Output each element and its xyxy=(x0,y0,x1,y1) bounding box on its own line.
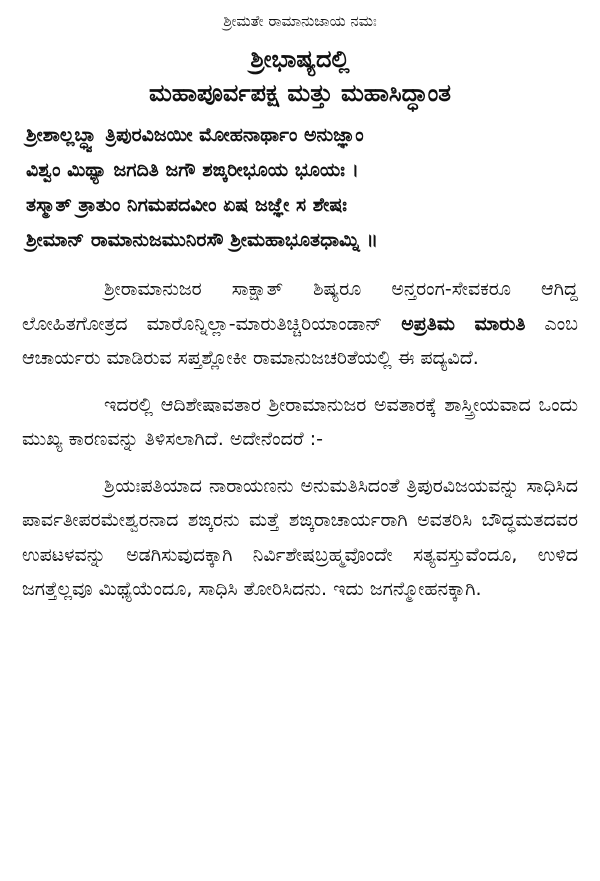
paragraph-2 xyxy=(22,388,578,457)
verse-line-4: ಶ್ರೀಮಾನ್ ರಾಮಾನುಜಮುನಿರಸೌ ಶ್ರೀಮಹಾಭೂತಧಾಮ್ನಿ ॥ xyxy=(26,229,378,251)
paragraph-3 xyxy=(22,469,578,607)
paragraph-1-text-start: ಶ್ರೀರಾಮಾನುಜರ ಸಾಕ್ಷಾತ್ ಶಿಷ್ಯರೂ ಅನ್ತರಂಗ-ಸೇವಕರೂ ಆಗಿದ್ದ ಲೋಹಿತಗೋತ್ರದ ಮಾರೊನ್ನಿಲ್ಲಾ-ಮಾರುತಿಚ್ಚಿರಿಯಾಂಡಾನ್ xyxy=(22,278,578,335)
paragraph-1-text-end: ಎಂಬ ಆಚಾರ್ಯರು ಮಾಡಿರುವ ಸಪ್ತಶ್ಲೋಕೀ ರಾಮಾನುಜಚರಿತೆಯಲ್ಲಿ ಈ ಪದ್ಯವಿದೆ. xyxy=(22,312,578,369)
paragraph-3-text: ಶ್ರಿಯಃಪತಿಯಾದ ನಾರಾಯಣನು ಅನುಮತಿಸಿದಂತೆ ತ್ರಿಪುರವಿಜಯವನ್ನು ಸಾಧಿಸಿದ ಪಾರ್ವತೀಪರಮೇಶ್ವರನಾದ ಶಙ್ಕರನು ಮತ್ತೆ ಶಙ್ಕರಾಚಾರ್ಯರಾಗಿ ಅವತರಿಸಿ ಬೌದ್ಧಮತದವರ ಉಪಟಳವನ್ನು ಅಡಗಿಸುವುದಕ್ಕಾಗಿ ನಿರ್ವಿಶೇಷಬ್ರಹ್ಮವೊಂದೇ ಸತ್ಯವಸ್ತುವೆಂದೂ, ಉಳಿದ ಜಗತ್ತೆಲ್ಲವೂ ಮಿಥ್ಯೆಯೆಂದೂ, ಸಾಧಿಸಿ ತೋರಿಸಿದನು. ಇದು ಜಗನ್ಮೋಹನಕ್ಕಾಗಿ. xyxy=(22,474,578,600)
paragraph-1-bold-name: ಅಪ್ರತಿಮ ಮಾರುತಿ xyxy=(401,312,526,335)
paragraph-2-text: ಇದರಲ್ಲಿ ಆದಿಶೇಷಾವತಾರ ಶ್ರೀರಾಮಾನುಜರ ಅವತಾರಕ್ಕೆ ಶಾಸ್ತ್ರೀಯವಾದ ಒಂದು ಮುಖ್ಯ ಕಾರಣವನ್ನು ತಿಳಿಸಲಾಗಿದೆ. ಅದೇನೆಂದರೆ :- xyxy=(22,393,578,450)
invocation-line: ಶ್ರೀಮತೇ ರಾಮಾನುಜಾಯ ನಮಃ xyxy=(223,12,377,30)
verse-line-1: ಶ್ರೀಶಾಲ್ಲಬ್ಧ್ವಾ ತ್ರಿಪುರವಿಜಯೀ ಮೋಹನಾರ್ಥಾಂ ಅನುಜ್ಞಾಂ xyxy=(26,124,364,146)
page-title-line-1: ಶ್ರೀಭಾಷ್ಯದಲ್ಲಿ xyxy=(250,45,350,73)
paragraph-1 xyxy=(22,272,578,376)
page-title-line-2: ಮಹಾಪೂರ್ವಪಕ್ಷ ಮತ್ತು ಮಹಾಸಿದ್ಧಾಂತ xyxy=(149,79,451,107)
sanskrit-verse xyxy=(22,118,578,258)
verse-line-2: ವಿಶ್ವಂ ಮಿಥ್ಯಾ ಜಗದಿತಿ ಜಗೌ ಶಙ್ಕರೀಭೂಯ ಭೂಯಃ । xyxy=(26,159,359,181)
verse-line-3: ತಸ್ಮಾತ್ ತ್ರಾತುಂ ನಿಗಮಪದವೀಂ ಏಷ ಜಜ್ಞೇ ಸ ಶೇಷಃ xyxy=(26,194,347,216)
